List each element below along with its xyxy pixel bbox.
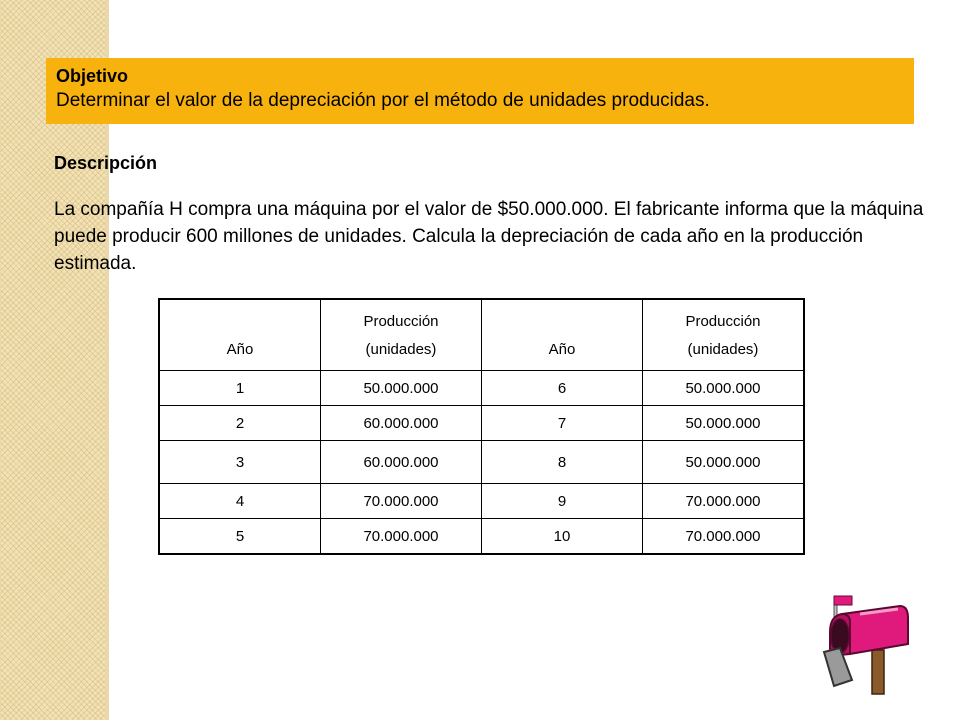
header-year-a-label: Año [226,341,254,358]
cell-year: 3 [159,441,321,484]
cell-year: 4 [159,484,321,519]
header-production-b-line1: Producción [685,313,761,330]
cell-production: 70.000.000 [643,519,805,555]
table-row [159,371,804,406]
table-row [159,519,804,555]
cell-production: 50.000.000 [321,371,482,406]
table-header-row [159,299,804,371]
cell-year: 6 [482,371,643,406]
header-production-a [321,299,482,371]
cell-production: 70.000.000 [321,519,482,555]
cell-year: 9 [482,484,643,519]
objective-text: Determinar el valor de la depreciación por el método de unidades producidas. [56,90,710,111]
description-title: Descripción [54,153,158,173]
objective-title: Objetivo [56,66,129,86]
header-year-b [482,299,643,371]
cell-year: 1 [159,371,321,406]
cell-production: 60.000.000 [321,441,482,484]
cell-year: 5 [159,519,321,555]
cell-year: 10 [482,519,643,555]
header-year-b-label: Año [548,341,576,358]
cell-production: 50.000.000 [643,406,805,441]
production-table [158,298,805,555]
table-row [159,406,804,441]
cell-year: 2 [159,406,321,441]
description-text: La compañía H compra una máquina por el valor de $50.000.000. El fabricante informa que la máquina puede producir 600 millones de unidades. Calcula la depreciación de cada año en la producción estimada. [54,199,924,274]
header-production-a-line1: Producción [363,313,439,330]
header-production-b-line2: (unidades) [687,341,759,358]
cell-production: 50.000.000 [643,441,805,484]
cell-production: 50.000.000 [643,371,805,406]
cell-production: 60.000.000 [321,406,482,441]
cell-production: 70.000.000 [643,484,805,519]
table-row [159,484,804,519]
objective-box [46,58,914,124]
header-production-a-line2: (unidades) [365,341,437,358]
header-year-a [159,299,321,371]
cell-production: 70.000.000 [321,484,482,519]
table-row [159,441,804,484]
cell-year: 8 [482,441,643,484]
cell-year: 7 [482,406,643,441]
header-production-b [643,299,805,371]
mailbox-icon [820,592,912,696]
